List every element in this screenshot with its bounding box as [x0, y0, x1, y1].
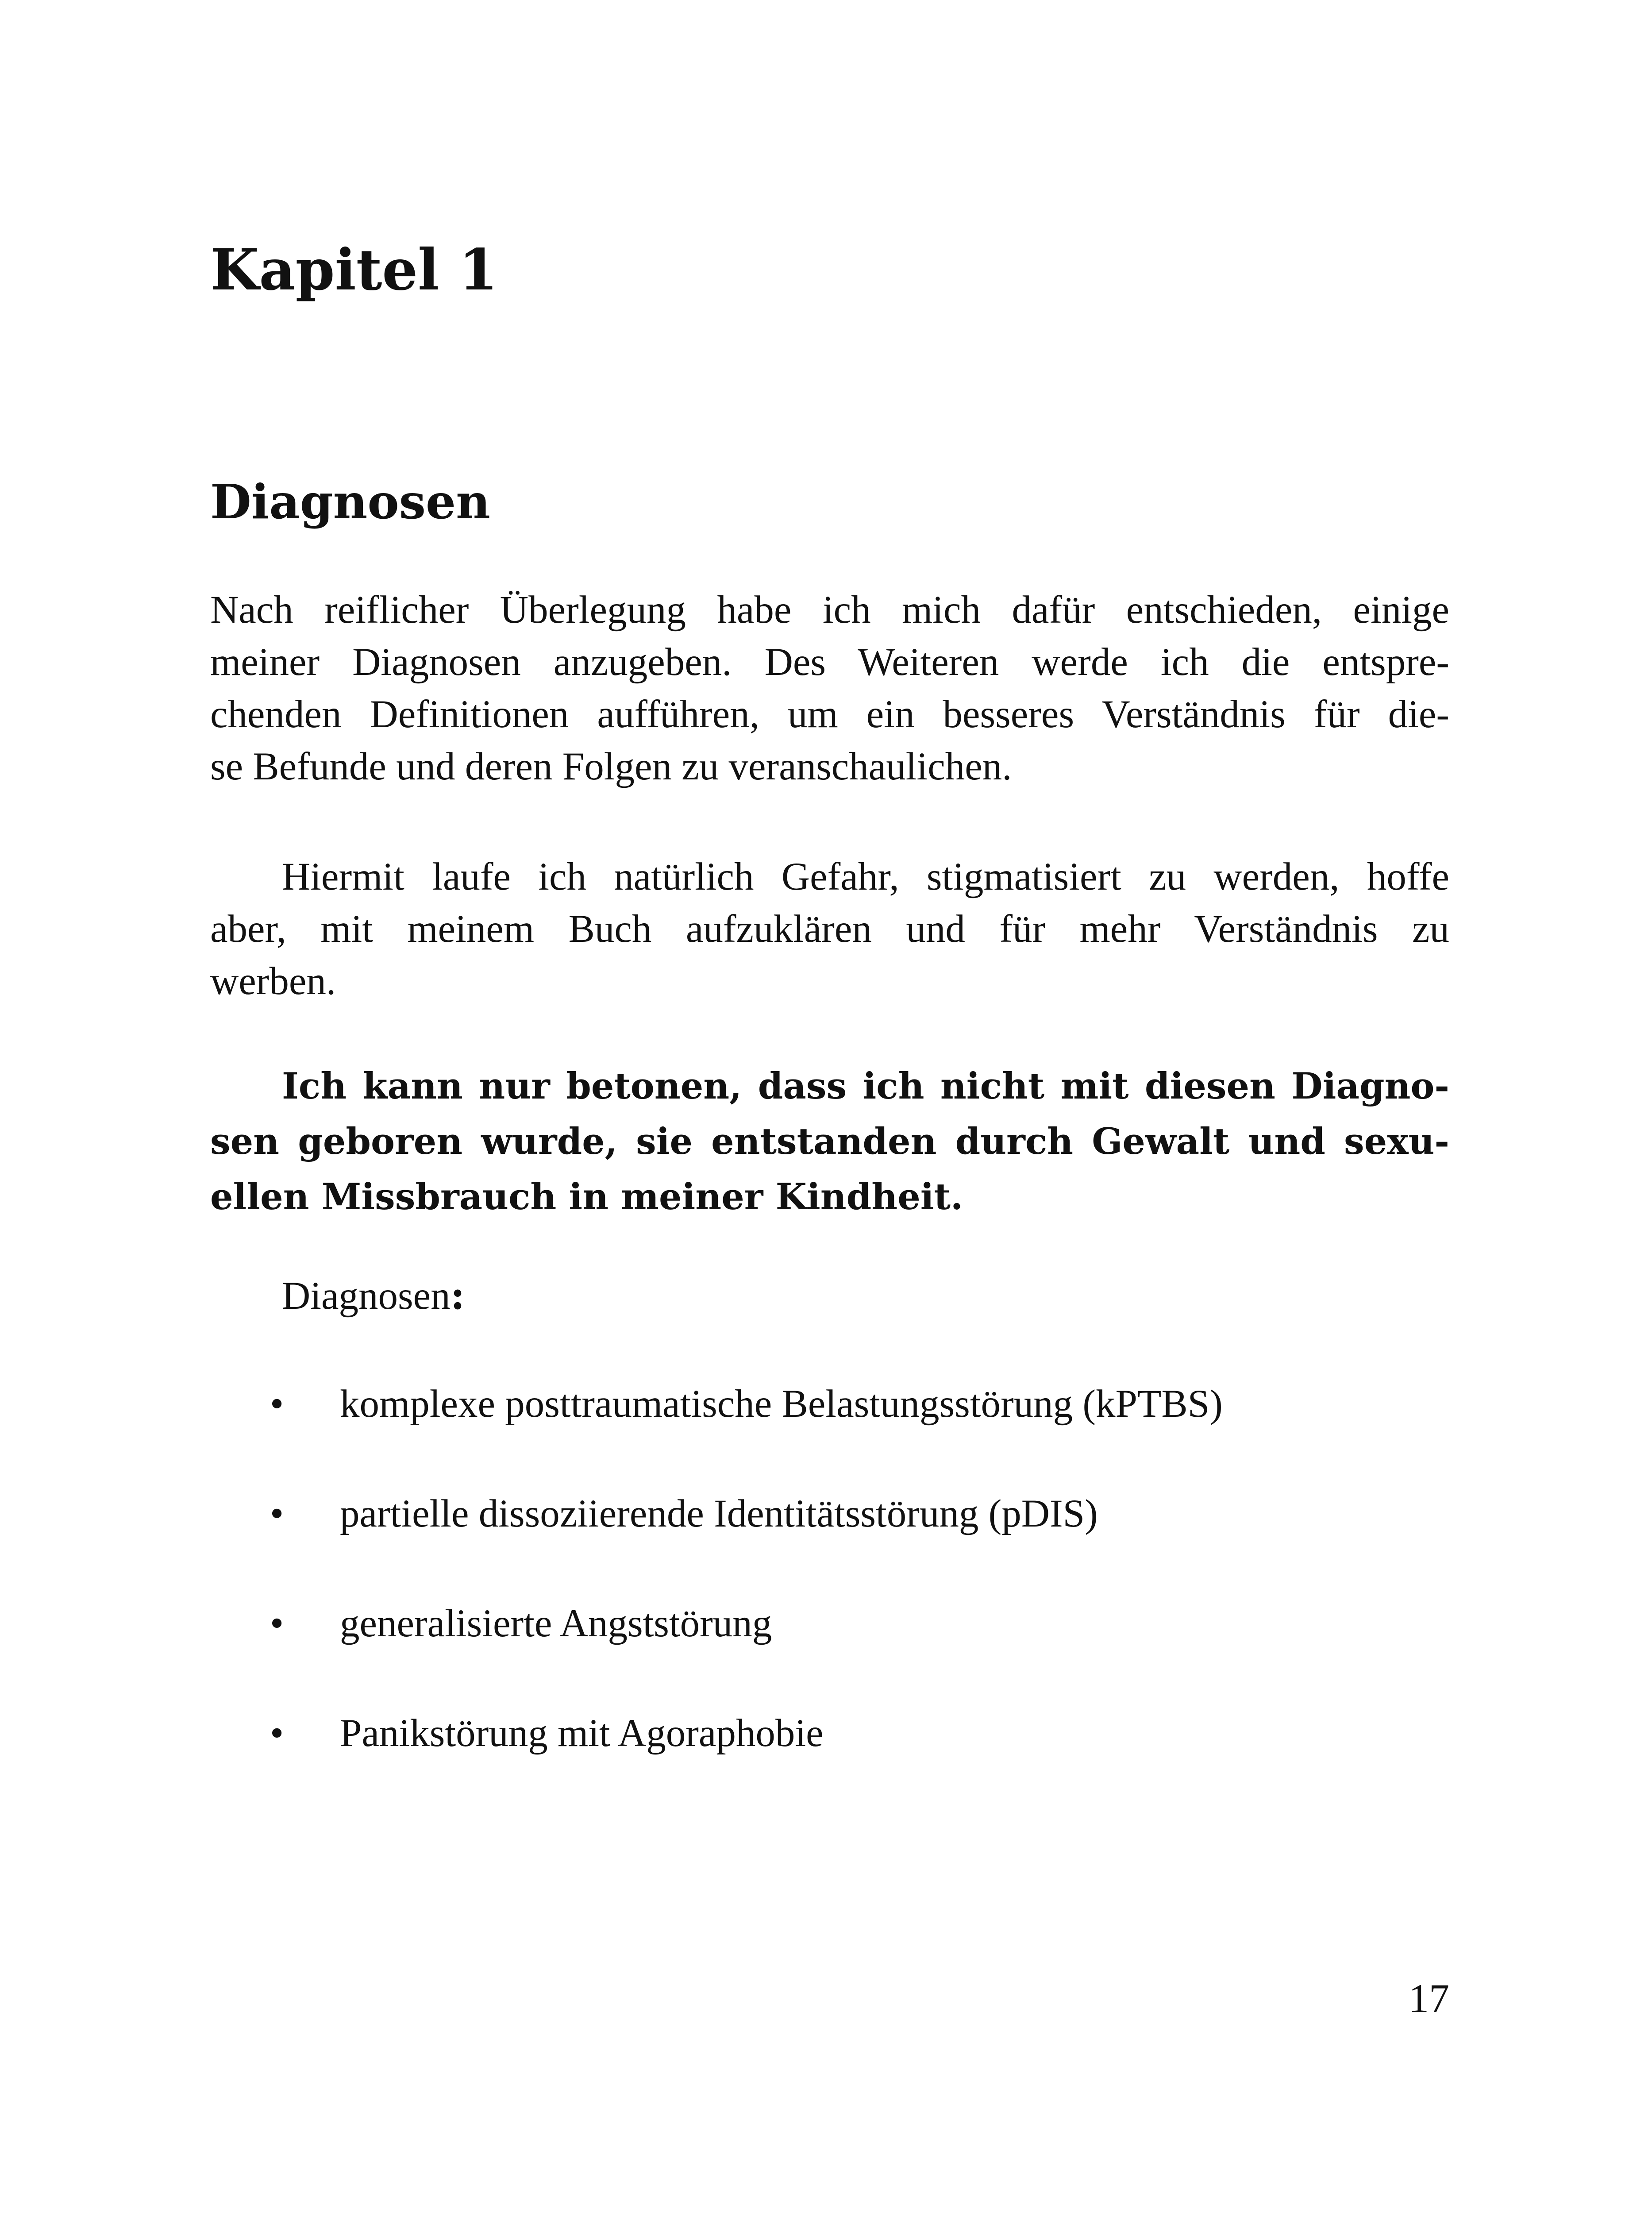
paragraph-line: meiner Diagnosen anzugeben. Des Weiteren werde ich die entspre- — [210, 640, 1449, 684]
chapter-title: Kapitel 1 — [210, 237, 498, 303]
paragraph-line: aber, mit meinem Buch aufzuklären und für mehr Verständnis zu — [210, 907, 1449, 951]
page-number: 17 — [1409, 1976, 1449, 2021]
paragraph-line: werben. — [210, 960, 336, 1003]
paragraph-line: Nach reiflicher Überlegung habe ich mich dafür entschieden, einige — [210, 588, 1449, 632]
diagnoses-label-colon: : — [450, 1272, 465, 1318]
paragraph-line: chenden Definitionen aufführen, um ein besseres Verständnis für die- — [210, 693, 1449, 736]
paragraph-line: Hiermit laufe ich natürlich Gefahr, stigmatisiert zu werden, hoffe — [282, 855, 1449, 898]
list-item-text: partielle dissoziierende Identitätsstörung (pDIS) — [340, 1492, 1098, 1535]
list-item — [270, 1377, 1449, 1430]
bullet-icon: • — [270, 1382, 284, 1426]
emphasis-line: ellen Missbrauch in meiner Kindheit. — [210, 1176, 963, 1218]
emphasis-line: sen geboren wurde, sie entstanden durch Gewalt und sexu- — [210, 1121, 1449, 1163]
list-item-text: generalisierte Angststörung — [340, 1602, 772, 1645]
section-title: Diagnosen — [210, 474, 490, 530]
bullet-icon: • — [270, 1492, 284, 1535]
diagnoses-label — [282, 1268, 465, 1322]
emphasis-line: Ich kann nur betonen, dass ich nicht mit diesen Diagno- — [282, 1065, 1449, 1107]
bullet-icon: • — [270, 1602, 284, 1645]
list-item-text: komplexe posttraumatische Belastungsstörung (kPTBS) — [340, 1382, 1223, 1426]
diagnoses-label-text: Diagnosen — [282, 1274, 451, 1318]
list-item — [270, 1487, 1449, 1540]
list-item — [270, 1707, 1449, 1760]
paragraph-line: se Befunde und deren Folgen zu veranschaulichen. — [210, 745, 1012, 788]
list-item — [270, 1597, 1449, 1650]
list-item-text: Panikstörung mit Agoraphobie — [340, 1712, 824, 1755]
bullet-icon: • — [270, 1712, 284, 1755]
